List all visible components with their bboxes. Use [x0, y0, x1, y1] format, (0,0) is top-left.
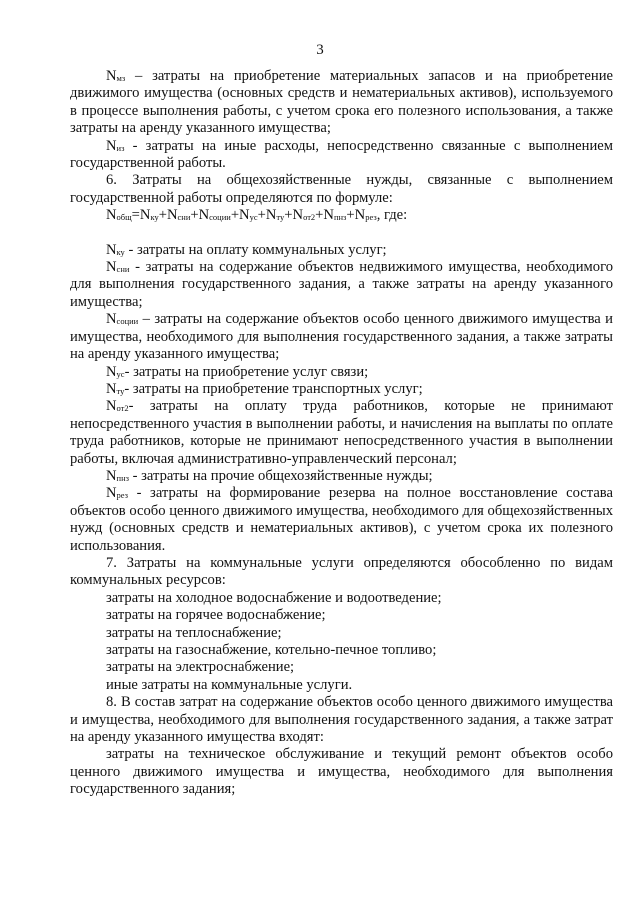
paragraph-7: 7. Затраты на коммунальные услуги определяются обособленно по видам коммунальных ресурсов:	[70, 554, 613, 589]
paragraph-niz: $N_{из}$ - затраты на иные расходы, непосредственно связанные с выполнением государственной работы.	[70, 137, 613, 172]
list-item: затраты на газоснабжение, котельно-печное топливо;	[106, 642, 437, 658]
page-number: 3	[316, 42, 324, 58]
paragraph-nku: $N_{ку}$ - затраты на оплату коммунальных услуг;	[106, 241, 387, 258]
paragraph-nus: $N_{ус}-$ затраты на приобретение услуг связи;	[106, 363, 369, 380]
formula: $N_{общ}=N_{ку}+N_{сни}+N_{соции}+N_{ус}+N_{ту}+N_{от2}+N_{пнз}+N_{рез}$, где:	[106, 207, 408, 224]
paragraph-6: 6. Затраты на общехозяйственные нужды, связанные с выполнением государственной работы определяются по формуле:	[70, 172, 613, 206]
paragraph-nmz: $N_{мз}$ – затраты на приобретение материальных запасов и на приобретение движимого имущества (основных средств и нематериальных активов), используемого в процессе выполнения работы, с учетом срока его полезного использования, а также затраты на аренду указанного имущества;	[70, 68, 613, 137]
paragraph-npnz: $N_{пнз}$ - затраты на прочие общехозяйственные нужды;	[106, 467, 433, 484]
list-item: затраты на электроснабжение;	[106, 659, 295, 676]
spacer	[70, 225, 613, 242]
list-item: затраты на горячее водоснабжение;	[106, 607, 326, 624]
paragraph-nrez: $N_{рез}$ - затраты на формирование резерва на полное восстановление состава объектов особо ценного движимого имущества, необходимого для общехозяйственных нужд (основных средств и нематериальных активов), с учетом срока их полезного использования.	[70, 485, 613, 554]
paragraph-ntu: $N_{ту}-$ затраты на приобретение транспортных услуг;	[106, 380, 423, 397]
utility-list	[70, 590, 613, 694]
paragraph-8a: затраты на техническое обслуживание и текущий ремонт объектов особо ценного движимого имущества и имущества, необходимого для выполнения государственного задания;	[70, 746, 613, 798]
paragraph-nsni: $N_{сни}$ - затраты на содержание объектов недвижимого имущества, необходимого для выполнения государственного задания, а также затраты на аренду указанного имущества;	[70, 259, 613, 310]
list-item: иные затраты на коммунальные услуги.	[106, 676, 353, 693]
paragraph-nsoc: $N_{соции}$ – затраты на содержание объектов особо ценного движимого имущества и имущества, необходимого для выполнения государственного задания, а также затраты на аренду указанного имущества;	[70, 311, 613, 363]
list-item: затраты на холодное водоснабжение и водоотведение;	[106, 589, 442, 606]
paragraph-8: 8. В состав затрат на содержание объектов особо ценного движимого имущества и имущества, необходимого для выполнения государственного задания, а также затрат на аренду указанного имущества входят:	[70, 694, 613, 746]
list-item: затраты на теплоснабжение;	[106, 624, 282, 641]
paragraph-not2: $N_{от2}-$ затраты на оплату труда работников, которые не принимают непосредственного участия в выполнении работы, и начисления на выплаты по оплате труда работников, которые не принимают непосредственного участия в выполнении работы, включая административно-управленческий персонал;	[70, 398, 613, 467]
text-block	[70, 68, 613, 799]
